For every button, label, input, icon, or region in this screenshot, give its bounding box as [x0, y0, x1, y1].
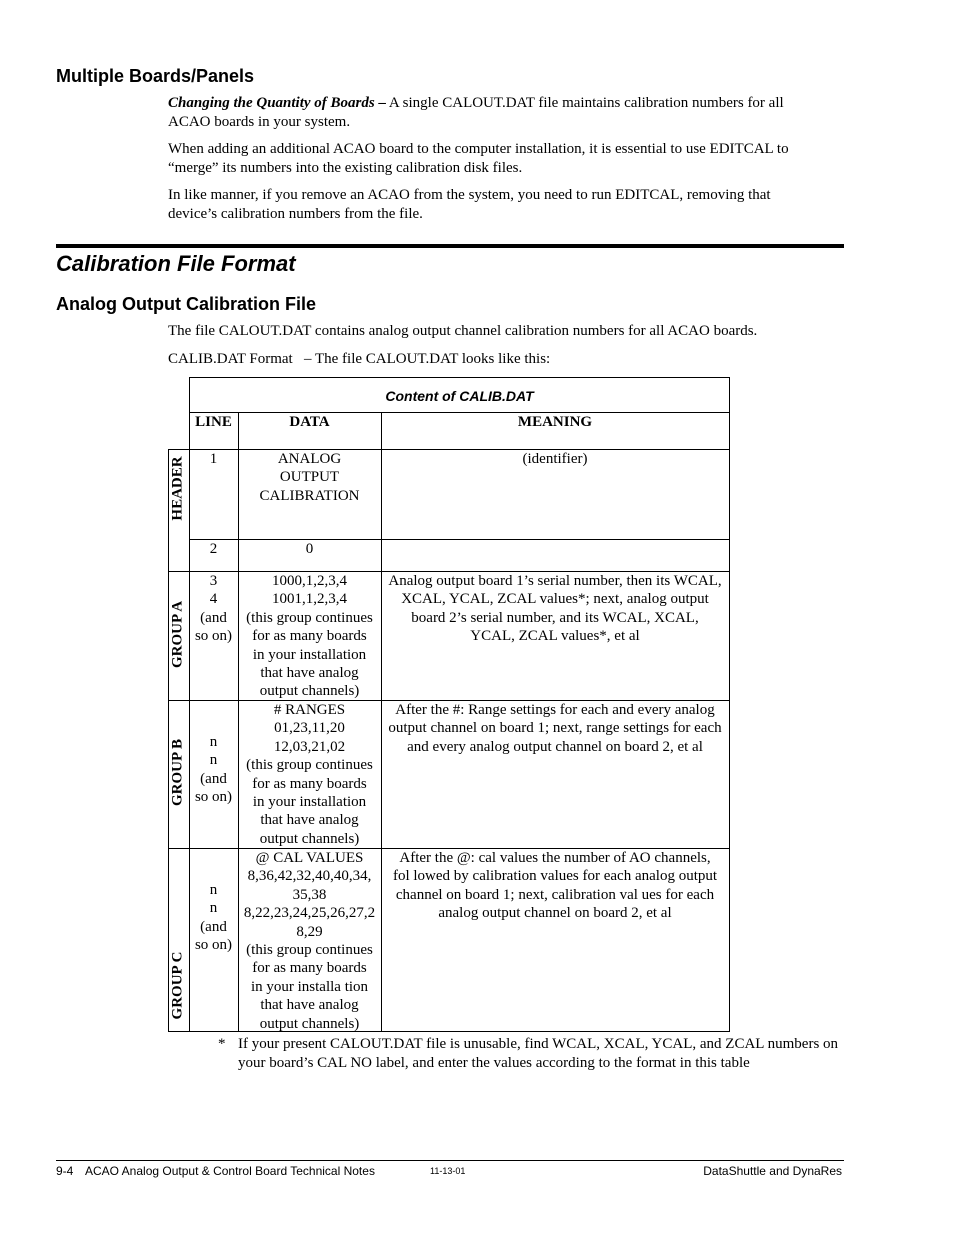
- paragraph-text: A single CALOUT.DAT file maintains calibration numbers for all ACAO boards in your system.: [168, 95, 784, 130]
- table-caption: Content of CALIB.DAT: [385, 388, 534, 404]
- table-cell-data: 1000,1,2,3,4 1001,1,2,3,4 (this group continues for as many boards in your installation that have analog output channels): [246, 573, 373, 700]
- column-header-data: DATA: [289, 414, 330, 430]
- paragraph-format: [168, 350, 848, 369]
- table-cell-line: n n (and so on): [194, 882, 233, 954]
- section-title-calibration-file-format: Calibration File Format: [56, 251, 296, 276]
- table-cell-line: n n (and so on): [194, 734, 233, 806]
- subheading-analog-output-calibration-file: Analog Output Calibration File: [56, 294, 316, 314]
- table-cell-meaning: After the #: Range settings for each and every analog output channel on board 1; next, range settings for each and every analog output channel on board 2, et al: [388, 702, 722, 755]
- group-label-header: HEADER: [169, 456, 186, 521]
- footer-rule: [56, 1160, 844, 1161]
- table-cell-data: 0: [305, 541, 314, 557]
- table-cell-data: ANALOG OUTPUT CALIBRATION: [259, 451, 360, 504]
- paragraph-removing: In like manner, if you remove an ACAO from the system, you need to run EDITCAL, removing that device’s calibration numbers from the file.: [168, 187, 771, 222]
- footnote-marker: *: [218, 1036, 226, 1052]
- table-cell-data: # RANGES 01,23,11,20 12,03,21,02 (this group continues for as many boards in your installation that have analog output channels): [246, 702, 373, 847]
- table-cell-line: 1: [209, 451, 218, 467]
- table-cell-meaning: After the @: cal values the number of AO channels, fol lowed by calibration values for each analog output channel on board 1; next, calibration val ues for each analog output channel on board 2, et al: [392, 850, 718, 922]
- footer-page-number: 9-4: [56, 1164, 74, 1178]
- footer-right-text: DataShuttle and DynaRes: [703, 1164, 842, 1178]
- format-text: – The file CALOUT.DAT looks like this:: [303, 351, 551, 367]
- section-heading-multiple-boards: Multiple Boards/Panels: [56, 66, 255, 86]
- table-cell-meaning: Analog output board 1’s serial number, then its WCAL, XCAL, YCAL, ZCAL values*; next, analog output board 2’s serial number, and its WCAL, XCAL, YCAL, ZCAL values*, et al: [388, 573, 722, 645]
- table-cell-line: 3 4 (and so on): [194, 573, 233, 645]
- section-divider: [56, 244, 844, 248]
- footer-doc-title: ACAO Analog Output & Control Board Technical Notes: [85, 1164, 375, 1178]
- column-header-line: LINE: [195, 414, 232, 430]
- lead-text: Changing the Quantity of Boards –: [168, 95, 386, 111]
- table-cell-data: @ CAL VALUES 8,36,42,32,40,40,34, 35,38 8,22,23,24,25,26,27,2 8,29 (this group continues for as many boards in your installa tion that have analog output channels): [243, 850, 376, 1032]
- paragraph-quantity: [168, 94, 828, 131]
- calib-table: [168, 377, 730, 1032]
- footer-date: 11-13-01: [430, 1166, 466, 1176]
- group-label-group-c: GROUP C: [169, 951, 186, 1020]
- group-label-group-a: GROUP A: [169, 600, 186, 669]
- table-cell-meaning: (identifier): [522, 451, 588, 467]
- paragraph-adding: When adding an additional ACAO board to the computer installation, it is essential to use EDITCAL to “merge” its numbers into the existing calibration disk files.: [168, 141, 789, 176]
- column-header-meaning: MEANING: [517, 414, 593, 430]
- table-cell-line: 2: [209, 541, 218, 557]
- footnote-text: If your present CALOUT.DAT file is unusable, find WCAL, XCAL, YCAL, and ZCAL numbers on your board’s CAL NO label, and enter the values according to the format in this table: [238, 1036, 839, 1071]
- format-label: CALIB.DAT Format: [168, 351, 293, 367]
- paragraph-calout: The file CALOUT.DAT contains analog output channel calibration numbers for all ACAO boards.: [168, 323, 758, 339]
- group-label-group-b: GROUP B: [169, 738, 186, 807]
